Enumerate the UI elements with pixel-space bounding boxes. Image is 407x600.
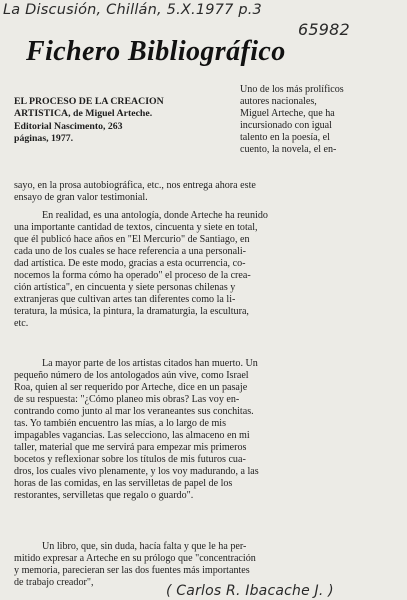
text-line: tas. Yo también encuentro las mías, a lo largo de mis [14,418,227,429]
text-line: Un libro, que, sin duda, hacía falta y que le ha per- [42,541,247,552]
text-line: contrando como junto al mar los veraneantes sus conchitas. [14,406,254,417]
text-line: bocetos y reflexionar sobre los títulos de mis futuros cua- [14,454,246,465]
text-line: de trabajo creador", [14,577,94,588]
text-line: dros, los cuales vivo plenamente, y los voy madurando, a las [14,466,259,477]
handwritten-author-signature: ( Carlos R. Ibacache J. ) [166,583,334,599]
text-line: Uno de los más prolíficos [240,84,344,95]
text-line: sayo, en la prosa autobiográfica, etc., nos entrega ahora este [14,180,256,191]
text-line: que él publicó hace años en "El Mercurio" de Santiago, en [14,234,250,245]
text-line: una importante cantidad de textos, cincuenta y siete en total, [14,222,258,233]
closing-paragraph [14,541,394,589]
page-title: Fichero Bibliográfico [26,36,286,67]
text-line: cada uno de los cuales se hace referencia a una personali- [14,246,247,257]
text-line: etc. [14,318,29,329]
text-line: La mayor parte de los artistas citados han muerto. Un [42,358,258,369]
text-line: dad artística. De este modo, gracias a esta ocurrencia, co- [14,258,246,269]
reference-line: páginas, 1977. [14,133,74,145]
text-line: autores nacionales, [240,96,317,107]
reference-line: EL PROCESO DE LA CREACION [14,96,164,107]
text-line: y memoria, parecieran ser las dos fuentes más importantes [14,565,250,576]
text-line: talento en la poesía, el [240,132,330,143]
text-line: impagables vagancias. Las selecciono, las almaceno en mi [14,430,250,441]
body-paragraph [14,210,394,330]
text-line: nocemos la forma cómo ha operado" el proceso de la crea- [14,270,251,281]
handwritten-source-annotation: La Discusión, Chillán, 5.X.1977 p.3 [3,2,262,18]
text-line: de su respuesta: "¿Cómo planeo mis obras? Las voy en- [14,394,240,405]
intro-paragraph-continuation [14,180,394,204]
text-line: mitido expresar a Arteche en su prólogo que "concentración [14,553,256,564]
body-paragraph [14,358,394,502]
text-line: pequeño número de los antologados aún vive, como Israel [14,370,249,381]
reference-line: ARTISTICA, de Miguel Arteche. [14,108,153,120]
reference-line: Editorial Nascimento, 263 [14,120,123,132]
text-line: teratura, la música, la pintura, la dramaturgia, la escultura, [14,306,249,317]
text-line: En realidad, es una antología, donde Arteche ha reunido [42,210,268,221]
text-line: extranjeras que cultivan artes tan diferentes como la li- [14,294,236,305]
text-line: cuento, la novela, el en- [240,144,337,155]
text-line: horas de las comidas, en las servilletas de papel de los [14,478,233,489]
handwritten-catalog-number: 65982 [298,20,350,39]
text-line: taller, material que me servirá para empezar mis primeros [14,442,247,453]
intro-paragraph [240,84,400,156]
text-line: ensayo de gran valor testimonial. [14,192,148,203]
text-line: incursionado con igual [240,120,332,131]
book-reference [14,96,219,146]
text-line: restorantes, servilletas que regalo o guardo". [14,490,194,501]
text-line: Miguel Arteche, que ha [240,108,335,119]
text-line: Roa, quien al ser requerido por Arteche, dice en un pasaje [14,382,248,393]
text-line: ción artística", en cincuenta y siete personas chilenas y [14,282,236,293]
